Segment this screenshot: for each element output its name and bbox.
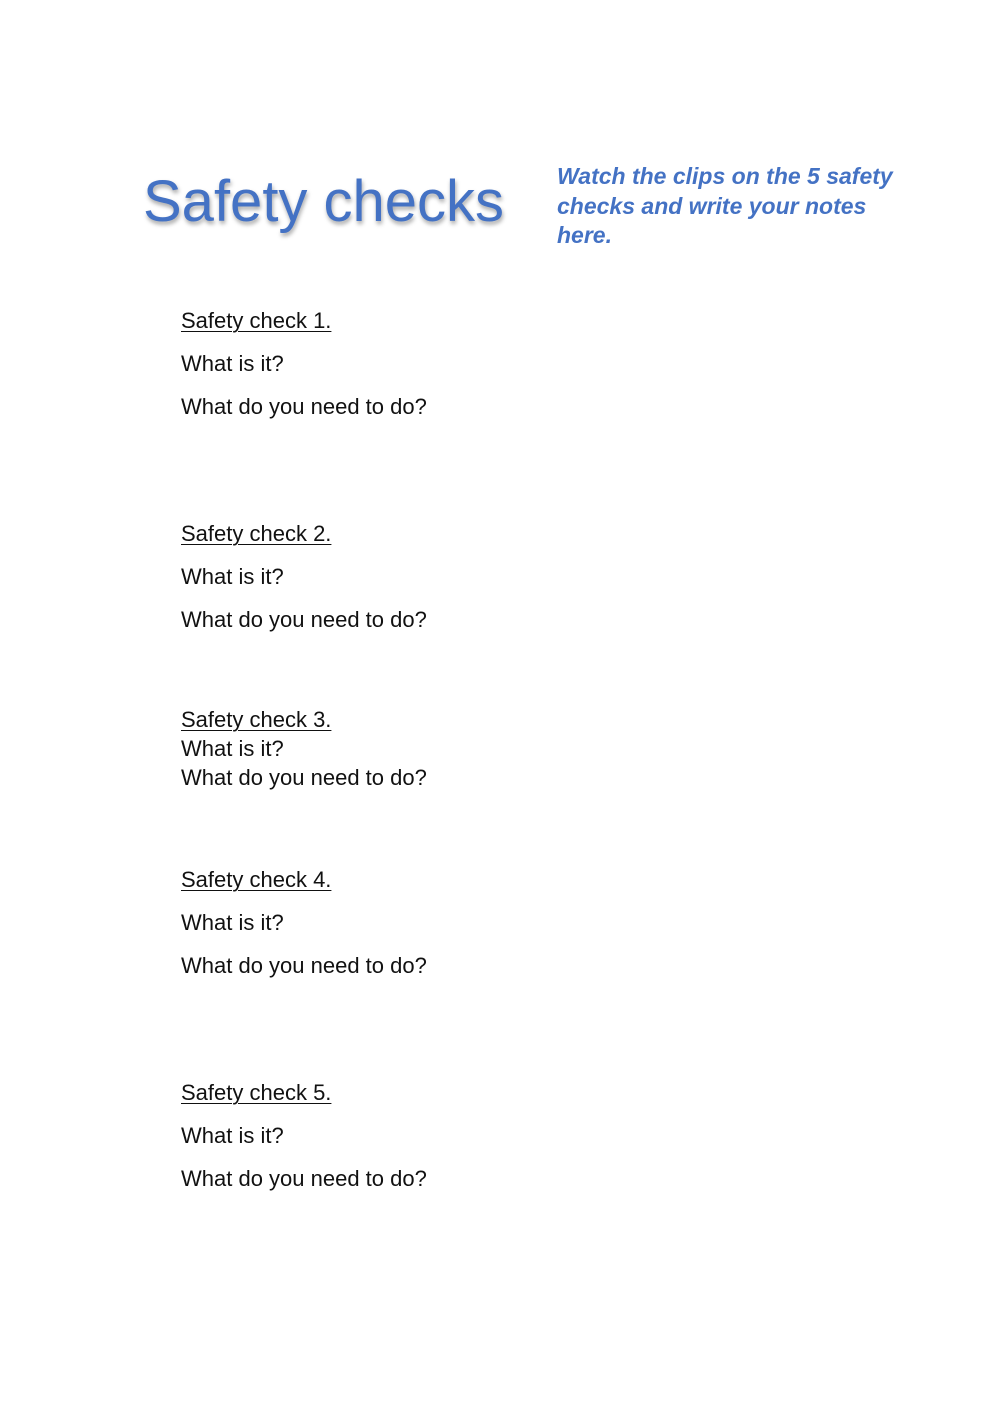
question-what-to-do: What do you need to do? [181,953,427,978]
question-what-is-it: What is it? [181,351,284,376]
safety-check-heading: Safety check 1. [181,308,332,333]
question-what-is-it: What is it? [181,910,284,935]
question-what-is-it: What is it? [181,564,284,589]
safety-check-heading: Safety check 4. [181,867,332,892]
safety-check-heading: Safety check 5. [181,1080,332,1105]
page-title: Safety checks [143,169,505,234]
question-what-to-do: What do you need to do? [181,1166,427,1191]
safety-check-heading: Safety check 3. [181,707,332,732]
question-what-to-do: What do you need to do? [181,765,427,790]
safety-check-2 [181,521,427,632]
safety-check-3 [181,707,427,790]
question-what-is-it: What is it? [181,736,284,761]
question-what-to-do: What do you need to do? [181,607,427,632]
instructions-text: Watch the clips on the 5 safety checks and write your notes here. [557,163,893,248]
safety-check-4 [181,867,427,978]
safety-check-5 [181,1080,427,1191]
question-what-to-do: What do you need to do? [181,394,427,419]
question-what-is-it: What is it? [181,1123,284,1148]
safety-check-1 [181,308,427,419]
safety-check-heading: Safety check 2. [181,521,332,546]
